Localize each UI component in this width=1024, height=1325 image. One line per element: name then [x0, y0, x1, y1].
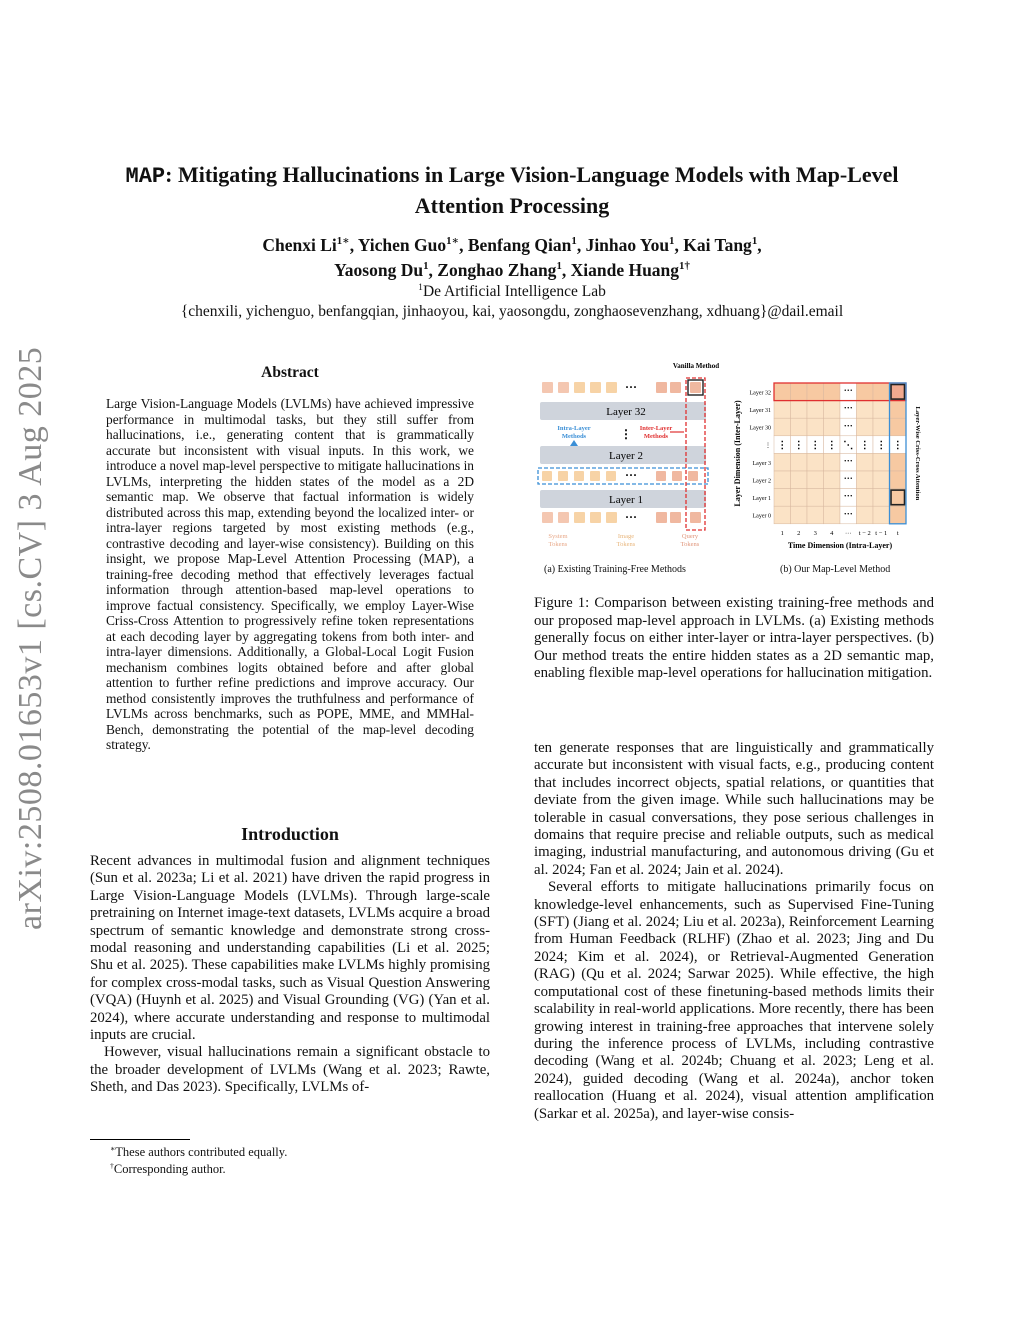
col-label: 4: [830, 529, 834, 537]
col-label: 2: [797, 529, 801, 537]
author-line-1: Chenxi $Li^{1∗}$, Yichen Guo$^{1∗}$, Benfang Qian$^1$, Jinhao You$^1$, Kai Tang$^1$,: [262, 235, 762, 255]
grid-cell: [824, 489, 841, 507]
grid-vdots: ⋮: [876, 440, 887, 452]
layer-vdots: ⋮: [620, 427, 632, 441]
grid-hellipsis: ···: [843, 491, 853, 502]
grid-cell: [873, 453, 890, 471]
grid-cell: [824, 506, 841, 524]
grid-cell: [824, 471, 841, 489]
layer-1-label: Layer 1: [609, 494, 643, 506]
footnote-rule: [90, 1139, 190, 1140]
grid-cell: [807, 383, 824, 401]
grid-cell: [807, 489, 824, 507]
grid-vdots: ⋮: [793, 440, 804, 452]
grid-cell: [890, 453, 907, 471]
paper-title: [80, 160, 944, 220]
intra-layer-label-2: Methods: [561, 433, 587, 440]
footnote-mark: ∗: [110, 1143, 116, 1153]
y-axis-title: Layer Dimension (Inter-Layer): [733, 400, 742, 507]
grid-cell: [857, 401, 874, 419]
intra-arrow-head: [570, 440, 578, 446]
introduction-heading: Introduction: [241, 824, 339, 844]
footnote: [110, 1161, 226, 1177]
bottom-token-row-token: [656, 512, 667, 523]
body-paragraph: ten generate responses that are linguistically and grammatically accurate but inconsistent with visual facts, e.g., producing content that includes incorrect objects, spatial relations, or quantities that deviate from the given image. While such hallucinations may be tolerable in casual conversations, they pose serious challenges in domains that require precise and reliable outputs, such as medical imaging, industrial manufacturing, and autonomous driving (Gu et al. 2024; Fan et al. 2024; Jain et al. 2024).: [534, 740, 934, 878]
grid-vdots: ⋮: [826, 440, 837, 452]
token-label: System: [548, 533, 568, 540]
grid-cell: [774, 401, 791, 419]
grid-vdots: ⋮: [859, 440, 870, 452]
grid-cell: [807, 471, 824, 489]
subcaption-a: (a) Existing Training-Free Methods: [544, 564, 686, 575]
author-name: Yaosong Du: [334, 260, 424, 280]
grid-cell: [774, 506, 791, 524]
mid-token: [672, 471, 682, 481]
grid-cell: [857, 489, 874, 507]
author-name: Jinhao You: [585, 235, 670, 255]
grid-cell: [890, 401, 907, 419]
col-label: t − 2: [858, 529, 871, 537]
grid-cell: [857, 471, 874, 489]
author-name: Xiande Huang: [570, 260, 680, 280]
top-token-row-token: [606, 382, 617, 393]
top-token-row-token: [670, 382, 681, 393]
grid-cell: [807, 453, 824, 471]
row-label: Layer 2: [752, 478, 771, 485]
figure-caption: Figure 1: Comparison between existing training-free methods and our proposed map-level approach in LVLMs. (a) Existing methods generally focus on either inter-layer or intra-layer perspectives. (b) Our method treats the entire hidden states as a 2D semantic map, enabling flexible map-level operations for hallucination mitigation.: [534, 595, 934, 682]
author-mark: 1: [556, 260, 562, 273]
bottom-token-row-token: [606, 512, 617, 523]
grid-cell: [873, 383, 890, 401]
footnote-text: Corresponding author.: [113, 1162, 226, 1176]
grid-cell: [791, 418, 808, 436]
grid-hellipsis: ···: [843, 473, 853, 484]
grid-cell: [857, 383, 874, 401]
grid-cell: [873, 471, 890, 489]
title-text: : Mitigating Hallucinations in Large Vision-Language Models with Map-Level Attention Processing: [165, 162, 899, 218]
grid-cell: [791, 401, 808, 419]
bottom-token-row-token: [590, 512, 601, 523]
right-axis-title: Layer-Wise Criss-Cross Attention: [914, 406, 921, 501]
author-emails: {chenxili, yichenguo, benfangqian, jinhaoyou, kai, yaosongdu, zonghaosevenzhang, xdhuang}@dail.email: [180, 303, 844, 320]
bottom-token-row-token: [574, 512, 585, 523]
author-mark: 1: [423, 260, 429, 273]
grid-cell: [774, 383, 791, 401]
author-list: [100, 233, 924, 283]
author-name: Zonghao Zhang: [437, 260, 557, 280]
grid-hellipsis: ···: [843, 508, 853, 519]
layer-32-label: Layer 32: [606, 406, 646, 418]
bottom-token-row-query-token: [690, 512, 701, 523]
intro-paragraph: However, visual hallucinations remain a significant obstacle to the broader development of LVLMs (Wang et al. 2023; Rawte, Sheth, and Das 2023). Specifically, LVLMs of-: [90, 1044, 490, 1096]
top-token-row-ellipsis: ···: [624, 380, 638, 394]
token-label: Image: [617, 533, 635, 540]
grid-cell: [774, 453, 791, 471]
vanilla-method-label: Vanilla Method: [672, 362, 720, 370]
row-label: ⋮: [765, 443, 771, 450]
subcaption-b: (b) Our Map-Level Method: [780, 564, 891, 575]
top-token-row-token: [574, 382, 585, 393]
grid-hellipsis: ···: [843, 420, 853, 431]
row-label: Layer 30: [749, 425, 771, 432]
affiliation: [100, 282, 924, 302]
col-label: 3: [813, 529, 817, 537]
top-token-row-token: [542, 382, 553, 393]
intra-layer-label: Intra-Layer: [557, 425, 591, 432]
grid-cell: [890, 506, 907, 524]
grid-cell: [873, 401, 890, 419]
author-mark: 1∗: [446, 235, 460, 248]
grid-cell: [791, 489, 808, 507]
title-acronym: MAP: [125, 164, 166, 189]
abstract-text: Large Vision-Language Models (LVLMs) have achieved impressive performance in multimodal tasks, but they still suffer from hallucinations, i.e., generating content that is grammatically accurate but inconsistent with visual inputs. In this work, we introduce a novel map-level perspective to mitigate hallucinations in LVLMs, interpreting the hidden states of the model as a 2D semantic map. We observe that factual information is widely distributed across this map, extending beyond the localized inter- or intra-layer regions targeted by most existing methods (e.g., contrastive decoding and layer-wise consistency). Building on this insight, we propose Map-Level Attention Processing (MAP), a training-free decoding method that effectively leverages factual information through attention-based map-level operations to improve factual consistency. Specifically, we employ Layer-Wise Criss-Cross Attention to progressively refine token representations at each decoding layer by aggregating tokens from both inter- and intra-layer dimensions. Additionally, a Global-Local Logit Fusion mechanism combines logits obtained before and after global attention to further refine predictions and improve accuracy. Our method consistently improves the truthfulness and performance of LVLMs across benchmarks, such as POPE, MME, and MMHal-Bench, demonstrating the potential of the map-level decoding strategy.: [106, 396, 474, 752]
grid-hellipsis: ···: [843, 403, 853, 414]
grid-vdots: ⋮: [810, 440, 821, 452]
author-mark: 1: [669, 235, 675, 248]
token-label-2: Tokens: [548, 541, 568, 548]
col-label: t − 1: [875, 529, 888, 537]
author-mark: 1†: [679, 260, 690, 273]
inter-layer-label-2: Methods: [643, 433, 669, 440]
author-name: Kai Tang: [683, 235, 752, 255]
figure-1: [534, 356, 938, 562]
grid-cell: [807, 418, 824, 436]
bottom-token-row-ellipsis: ···: [624, 510, 638, 524]
mid-token: [688, 471, 698, 481]
top-token-row-token: [558, 382, 569, 393]
grid-cell: [857, 506, 874, 524]
grid-cell: [824, 453, 841, 471]
bottom-token-row-token: [542, 512, 553, 523]
introduction-body: [90, 853, 490, 1097]
row-label: Layer 32: [749, 390, 771, 397]
token-label-2: Tokens: [616, 541, 636, 548]
grid-cell: [774, 489, 791, 507]
grid-cell: [824, 401, 841, 419]
grid-vdots: ⋮: [777, 440, 788, 452]
layer-2-label: Layer 2: [609, 450, 643, 462]
footnote: [110, 1144, 287, 1160]
bottom-token-row-token: [670, 512, 681, 523]
grid-cell: [807, 506, 824, 524]
mid-token: [606, 471, 616, 481]
figure-1-diagram: [534, 356, 938, 562]
grid-cell: [890, 471, 907, 489]
author-mark: 1∗: [336, 235, 350, 248]
token-label-2: Tokens: [680, 541, 700, 548]
inter-layer-label: Inter-Layer: [639, 425, 673, 432]
body-paragraph: Several efforts to mitigate hallucinations primarily focus on knowledge-level enhancements, such as Supervised Fine-Tuning (SFT) (Jiang et al. 2024; Liu et al. 2023a), Reinforcement Learning from Human Feedback (RLHF) (Zhao et al. 2023; Jing and Du 2024; Kim et al. 2024), or Retrieval-Augmented Generation (RAG) (Qu et al. 2024; Sarwar 2025). While effective, the high computational cost of these finetuning-based methods limits their scalability in real-world applications. More recently, there has been growing interest in training-free approaches that intervene solely during the inference process of LVLMs, including contrastive decoding (Wang et al. 2024b; Chuang et al. 2023; Leng et al. 2024), guided decoding (Wang et al. 2024a), anchor token reallocation (Huang et al. 2024), visual attention amplification (Sarkar et al. 2025a), and layer-wise consis-: [534, 879, 934, 1122]
footnote-mark: †: [110, 1160, 114, 1170]
grid-ddots: ⋱: [843, 440, 854, 452]
affiliation-name: De Artificial Intelligence Lab: [422, 283, 606, 300]
grid-cell: [791, 471, 808, 489]
grid-cell: [873, 506, 890, 524]
right-column-body: [534, 740, 934, 1123]
grid-cell: [890, 489, 907, 507]
arxiv-identifier: arXiv:2508.01653v1 [cs.CV] 3 Aug 2025: [12, 346, 49, 930]
grid-cell: [774, 471, 791, 489]
top-token-row-token: [656, 382, 667, 393]
grid-hellipsis: ···: [843, 455, 853, 466]
abstract-heading: Abstract: [261, 364, 319, 381]
grid-hellipsis: ···: [843, 385, 853, 396]
mid-token: [656, 471, 666, 481]
row-label: Layer 1: [752, 496, 771, 503]
author-line-2: Yaosong Du$^1$, Zonghao Zhang$^1$, Xiande Huang$^{1\dagger}$: [334, 260, 690, 280]
bottom-token-row-token: [558, 512, 569, 523]
grid-cell: [857, 453, 874, 471]
grid-cell: [890, 418, 907, 436]
top-token-row-query-token: [690, 382, 701, 393]
intro-paragraph: Recent advances in multimodal fusion and alignment techniques (Sun et al. 2023a; Li et al. 2021) have driven the rapid progress in Large Vision-Language Models (LVLMs). Through large-scale pretraining on Internet image-text datasets, LVLMs acquire a broad spectrum of semantic knowledge and demonstrate strong cross-modal reasoning and understanding capabilities (Li et al. 2025; Shu et al. 2025). These capabilities make LVLMs highly promising for complex cross-modal tasks, such as Visual Question Answering (VQA) (Huynh et al. 2025) and Visual Grounding (VG) (Yan et al. 2024), where accurate understanding and response to multimodal inputs are crucial.: [90, 853, 490, 1044]
grid-cell: [791, 506, 808, 524]
mid-ellipsis: ···: [624, 468, 638, 482]
author-name: Benfang Qian: [467, 235, 572, 255]
x-axis-title: Time Dimension (Intra-Layer): [787, 540, 893, 550]
grid-cell: [824, 418, 841, 436]
author-mark: 1: [571, 235, 577, 248]
mid-token: [574, 471, 584, 481]
row-label: Layer 31: [749, 408, 771, 415]
mid-token: [558, 471, 568, 481]
mid-token: [590, 471, 600, 481]
grid-cell: [824, 383, 841, 401]
grid-vdots: ⋮: [892, 440, 903, 452]
affiliation-mark: 1: [418, 281, 423, 293]
grid-cell: [890, 383, 907, 401]
col-label: 1: [780, 529, 784, 537]
grid-cell: [774, 418, 791, 436]
author-mark: 1: [751, 235, 758, 248]
grid-cell: [791, 453, 808, 471]
author-name: Chenxi Li: [262, 235, 337, 255]
footnote-text: These authors contributed equally.: [115, 1145, 288, 1159]
grid-cell: [857, 418, 874, 436]
grid-cell: [791, 383, 808, 401]
token-label: Query: [681, 533, 699, 540]
mid-token: [542, 471, 552, 481]
grid-cell: [873, 489, 890, 507]
grid-cell: [807, 401, 824, 419]
row-label: Layer 3: [752, 460, 771, 467]
row-label: Layer 0: [752, 513, 771, 520]
author-name: Yichen Guo: [357, 235, 447, 255]
grid-cell: [873, 418, 890, 436]
col-label: t: [896, 529, 899, 537]
col-label: ···: [845, 529, 852, 537]
top-token-row-token: [590, 382, 601, 393]
